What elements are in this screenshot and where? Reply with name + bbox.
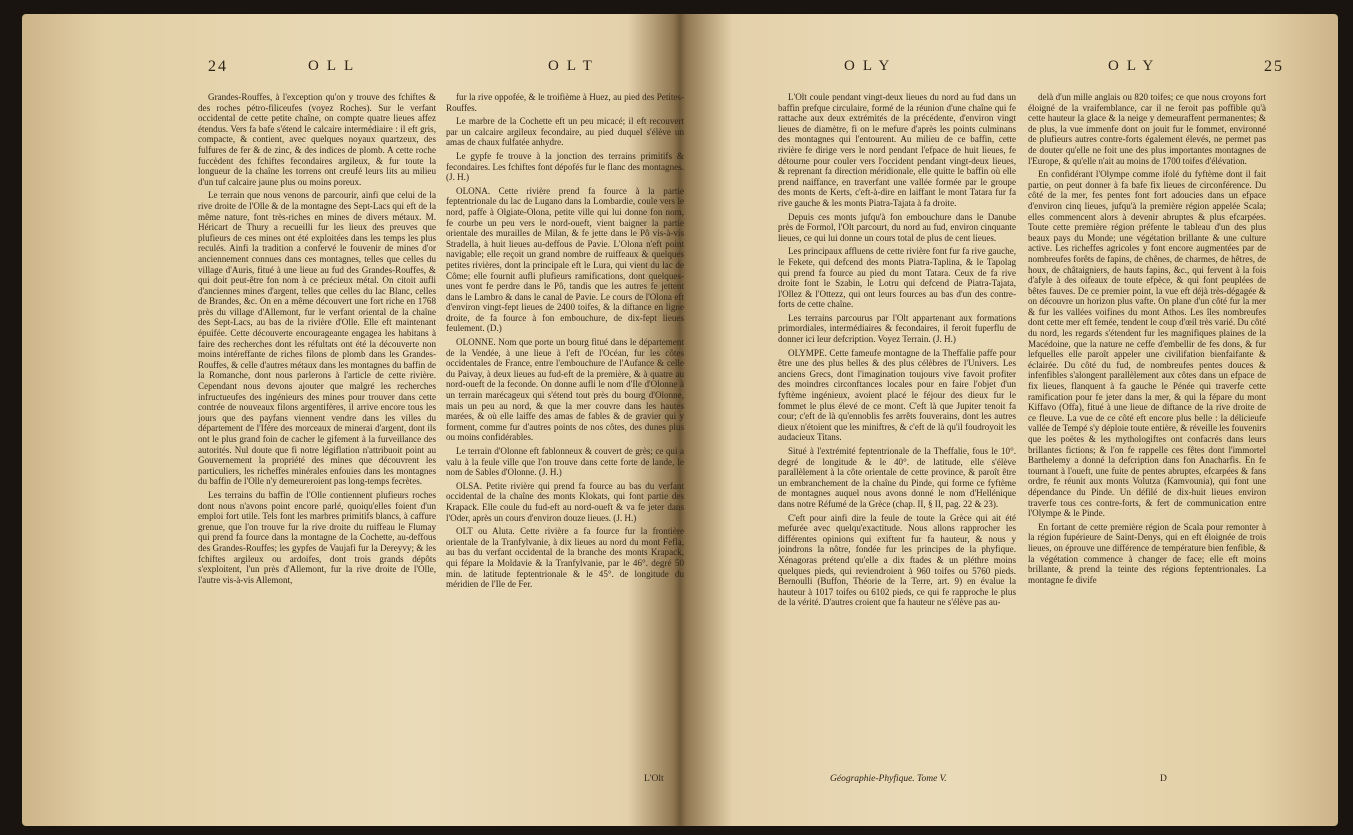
paragraph: Le gypfe fe trouve à la jonction des terrains primitifs & fecondaires. Les fchiftes font dépofés fur le flanc des montagnes. (J. H.) <box>446 150 684 183</box>
right-head-word-a: OLY <box>844 58 898 74</box>
entry-olt: OLT ou Aluta. Cette rivière a fa fource fur la frontière orientale de la Tranfylvanie, à dix lieues au nord du mont Fefla, au bas du verfant occidental de la branche des monts Krapack, qui fépare la Moldavie & la Tranfylvanie, par le 46°. degré 50 min. de latitude feptentrionale & le 45°. de longitude du méridien de l'Ile de Fer. <box>446 526 684 590</box>
catchword: L'Olt <box>644 774 664 784</box>
right-column-1 <box>778 92 1016 792</box>
right-head-word-b: OLY <box>1108 58 1162 74</box>
paragraph: Les principaux affluens de cette rivière font fur fa rive gauche, le Fekete, qui defcend des monts Piatra-Taplina, & le Tapolag qui prend fa fource au pied du mont Tatara. Ceux de fa rive droite font le Szabin, le Lotru qui defcend de Piatra-Tajata, l'Ollez & l'Ottezz, qui ont leurs fources au bas d'un des contre-forts de cette chaîne. <box>778 246 1016 310</box>
left-page-number: 24 <box>208 58 228 75</box>
right-page-number: 25 <box>1264 58 1284 75</box>
right-column-2 <box>1028 92 1266 792</box>
right-running-head <box>680 58 1338 86</box>
left-head-word-a: OLL <box>308 58 362 74</box>
paragraph: Le marbre de la Cochette eft un peu micacé; il eft recouvert par un calcaire argileux fecondaire, au pied duquel s'élève un amas de chaux fulfatée anhydre. <box>446 116 684 148</box>
entry-olympe: OLYMPE. Cette fameufe montagne de la Theffalie paffe pour être une des plus belles & des plus célèbres de l'Univers. Les anciens Grecs, dont l'imagination toujours vive favoit profiter des moindres circonftances locales pour en faire l'objet d'un fyftème ingénieux, avoient placé le féjour des dieux fur le fommet le plus élevé de ce mont. C'eft là que Jupiter tenoit fa cour; c'eft de là qu'ennoblis fes arrêts fouverains, dont les autres dieux n'étoient que les miniftres, & c'eft de là qu'il foudroyoit les audacieux Titans. <box>778 347 1016 443</box>
right-page <box>680 14 1338 826</box>
entry-olona: OLONA. Cette rivière prend fa fource à la partie feptentrionale du lac de Lugano dans la Lombardie, coule vers le nord, paffe à Olgiate-Olona, petite ville qui lui donne fon nom, fe courbe un peu vers le nord-oueft, vient baigner la partie orientale des murailles de Milan, & fe jette dans le Pô vis-à-vis Stradella, à huit lieues au-deffous de Pavie. L'Olona n'eft point navigable; elle reçoit un grand nombre de ruiffeaux & quelques petites rivières, dont la principale eft le Lura, qui vient du lac de Côme; elle fournit aufli plufieurs ramifications, dont quelques-unes vont fe perdre dans le Pô, tandis que les autres fe jettent dans le Lambro & dans le canal de Pavie. Le cours de l'Olona eft d'environ vingt-fept lieues de 2400 toifes, & la diftance en ligne droite, de fa fource à fon embouchure, de dix-fept lieues feulement. (D.) <box>446 185 684 334</box>
paragraph: Le terrain que nous venons de parcourir, ainfi que celui de la rive droite de l'Olle & de la montagne des Sept-Lacs qui eft de la même nature, font très-riches en mines de divers métaux. M. Héricart de Thury a recueilli fur les lieux des preuves que plufieurs de ces mines ont été exploitées dans les temps les plus reculés. Ainfi la tradition a confervé le fouvenir de mines d'or anciennement connues dans ces montagnes, telles que celles du village d'Auris, fitué à une lieue au fud des Grandes-Rouffes, & qui doit peut-être fon nom à ce précieux métal. On citoit aufli d'anciennes mines d'argent, telles que celles du lac Blanc, celles de Brandes, &c. On en a même découvert une fort riche en 1768 près du village d'Allemont, fur le verfant oriental de la chaîne des Sept-Lacs, au bas de la rivière d'Olle. Elle eft maintenant épuifée. Cette découverte encourageante engagea les habitans à faire des recherches dont les réfultats ont été la découverte non moins intéreffante de riches filons de plomb dans les Grandes-Rouffes, & celle d'autres métaux dans les montagnes du baffin de la Romanche, dont nous parlerons à l'article de cette rivière. Cependant nous devons ajouter que malgré les recherches infructueufes des ingénieurs des mines pour trouver dans cette contrée de nouveaux filons argentifères, il arrive encore tous les jours que des payfans viennent vendre dans les villes du département de l'Ifère des morceaux de minerai d'argent, dont ils ont le plus grand foin de cacher le gifement à la furveillance des autorités. Nul doute que fi notre légiflation n'attribuoit point au Gouvernement la propriété des mines que découvrent les particuliers, les richeffes minérales enfouies dans les montagnes du baffin de l'Olle n'y demeureroient pas long-temps fecrètes. <box>198 190 436 487</box>
left-column-1 <box>198 92 436 792</box>
signature-mark: D <box>1160 774 1167 784</box>
paragraph: Situé à l'extrémité feptentrionale de la Theffalie, fous le 10°. degré de longitude & le 40°. de latitude, elle s'élève parallèlement à la côte orientale de cette province, & paroît être un embranchement de la chaîne du Pinde, qui forme ce fyftème de montagnes auquel nous avons donné le nom d'Hellénique dans notre Réfumé de la Grèce (chap. II, § II, pag. 22 & 23). <box>778 446 1016 509</box>
left-running-head <box>22 58 680 86</box>
paragraph: fur la rive oppofée, & le troifième à Huez, au pied des Petites-Rouffes. <box>446 92 684 113</box>
paragraph: Grandes-Rouffes, à l'exception qu'on y trouve des fchiftes & des roches pétro-filiceufes (voyez Roches). Sur le verfant occidental de cette petite chaîne, on compte quatre lieues affez étendus. Vers fa bafe s'étend le calcaire intermédiaire : il eft gris, compacte, & contient, avec quelques noyaux quartzeux, des fulfures de fer & de zinc, & des indices de plomb. A cette roche fuccèdent des fchiftes fecondaires argileux, & fur toute la longueur de la chaîne les torrens ont creufé leurs lits au milieu d'un tuf calcaire jaune plus ou moins poreux. <box>198 92 436 187</box>
book-spread <box>22 14 1338 826</box>
paragraph: Le terrain d'Olonne eft fablonneux & couvert de grès; ce qui a valu à la feule ville que l'on trouve dans cette forte de lande, le nom de Sables d'Olonne. (J. H.) <box>446 446 684 478</box>
left-page <box>22 14 684 826</box>
left-head-word-b: OLT <box>548 58 600 74</box>
paragraph: En fortant de cette première région de Scala pour remonter à la région fupérieure de Saint-Denys, qui en eft éloignée de trois lieues, on éprouve une différence de température bien fenfible, & la végétation commence à changer de face; elle eft moins brillante, & prend la teinte des régions feptentrionales. La montagne fe divife <box>1028 521 1266 585</box>
paragraph: C'eft pour ainfi dire la feule de toute la Grèce qui ait été mefurée avec quelqu'exactitude. Nous allons rapprocher les différentes opinions qui exiftent fur fa hauteur, & nous y joindrons la nôtre, fondée fur les principes de la phyfique. Xénagoras prétend qu'elle a dix ftades & un pléthre moins quelques pieds, qui reviendroient à 960 toifes ou 5760 pieds. Bernoulli (Buffon, Théorie de la Terre, art. 9) en évalue la hauteur à 1017 toifes ou 6102 pieds, ce qui fe rapproche le plus de la vérité. D'autres croient que fa hauteur ne s'élève pas au- <box>778 512 1016 608</box>
paragraph: L'Olt coule pendant vingt-deux lieues du nord au fud dans un baffin prefque circulaire, formé de la réunion d'une chaîne qui fe rattache aux deux extrémités de la précédente, d'environ vingt lieues de diamètre, fi on le mefure d'après les points culminans des montagnes qui l'entourent. Au milieu de ce baffin, cette rivière fe dirige vers le nord pendant l'efpace de huit lieues, fe détourne pour couler vers l'occident pendant vingt-deux lieues, & reprenant fa direction méridionale, elle quitte le baffin où elle prend naiffance, en traverfant une vallée formée par le groupe des monts de Kerts, c'eft-à-dire en laiffant le mont Tatara fur fa rive gauche & les monts Piatra-Tajata à fa droite. <box>778 92 1016 208</box>
footer-volume: Géographie-Phyfique. Tome V. <box>830 774 947 784</box>
paragraph: Les terrains du baffin de l'Olle contiennent plufieurs roches dont nous n'avons point encore parlé, quoiqu'elles foient d'un emploi fort utile. Tels font les marbres primitifs blancs, à caffure grenue, que l'on trouve fur la rive droite du ruiffeau le Flumay qui prend fa fource dans la montagne de la Cochette, au-deffous des Grandes-Rouffes; les gypfes de Vaujafi fur la Dereyvy; & les fchiftes argileux ou ardoifes, dont trois grands dépôts s'exploitent, l'un près d'Allemont, fur la rive droite de l'Olle, l'autre vis-à-vis Allemont, <box>198 489 436 585</box>
paragraph: En confidérant l'Olympe comme ifolé du fyftème dont il fait partie, on peut donner à fa bafe fix lieues de circonférence. Du côté de la mer, fes pentes font fort adoucies dans un efpace d'environ cinq lieues, jufqu'à la première région appelée Scala; elles commencent alors à devenir abruptes & plus efcarpées. Toute cette première région préfente le tableau d'un des plus beaux pays du Monde; une végétation brillante & une culture active. Les richeffes agricoles y font encore augmentées par de nombreufes forêts de fapins, de chênes, de charmes, de hêtres, de houx, de châtaigniers, de hauts fapins, &c., qui fervent à la fois d'afyle à des oifeaux de toute efpèce, & qui font peuplées de bêtes fauves. De ce premier point, la vue eft déjà très-dégagée & on découvre un horizon plus vafte. On plane d'un côté fur la mer & fur les vallées voifines du mont Athos. Les îles nombreufes dont cette mer eft femée, tendent le coup d'œil très varié. Du côté du nord, les regards s'étendent fur les magnifiques plaines de la Macédoine, que la nature ne ceffe d'embellir de fes dons, & fur lefquelles elle paroît appeler une civilifation bienfaifante & éclairée. Du côté du fud, de nombreufes pentes douces & infenfibles s'alongent parallèlement aux côtes dans un efpace de fix lieues, flanquent à fa gauche le Pénée qui traverfe cette ramification pour fe jeter dans la mer, & qui la fépare du mont Kiffavo (Offa), fitué à une lieue de diftance de la rive droite de ce fleuve. La vue de ce côté eft encore plus belle : la délicieufe vallée de Tempé s'y déploie toute entière, & réveille les fouvenirs que les poëtes & les mythologiftes ont confacrés dans leurs brillantes fictions; & l'on fe rappelle ces fêtes dont l'immortel Barthelemy a donné la defcription dans fon Anacharfis. En fe tournant à l'oueft, une fuite de pentes abruptes, efcarpées & fans ordre, fe réunit aux monts Volutza (Kamvounia), qui font une dépendance du Pinde. Un défilé de dix-huit lieues environ traverfe tous ces contre-forts, & fert de communication entre l'Olympe & le Pinde. <box>1028 169 1266 519</box>
left-column-2 <box>446 92 684 792</box>
paragraph: delà d'un mille anglais ou 820 toifes; ce que nous croyons fort éloigné de la vraifemblance, car il ne feroit pas poffible qu'à cette hauteur la glace & la neige y demeuraffent permanentes; & de plus, la vue immenfe dont on jouit fur le fommet, environné de plufieurs autres contre-forts également élevés, ne permet pas de douter qu'elle ne foit une des plus importantes montagnes de l'Europe, & qu'elle n'ait au moins de 1700 toifes d'élévation. <box>1028 92 1266 166</box>
paragraph: Depuis ces monts jufqu'à fon embouchure dans le Danube près de Formol, l'Olt parcourt, du nord au fud, environ cinquante lieues, ce qui lui donne un cours total de plus de cent lieues. <box>778 211 1016 243</box>
paragraph: Les terrains parcourus par l'Olt appartenant aux formations primordiales, intermédiaires & fecondaires, il feroit fuperflu de donner ici leur defcription. Voyez Terrain. (J. H.) <box>778 312 1016 345</box>
entry-olonne: OLONNE. Nom que porte un bourg fitué dans le département de la Vendée, à une lieue à l'eft de l'Océan, fur les côtes occidentales de France, entre l'embouchure de l'Aufance & celle du Paivay, à deux lieues au fud-eft de la première, & à quatre au nord-oueft de la feconde. On donne aufli le nom d'Ile d'Olonne à un terrain marécageux qui s'étend tout près du bourg d'Olonne, mais un peu au nord, & que la mer couvre dans les hautes marées, & où elle laiffe des amas de fables & de gravier qui y forment, comme fur d'autres points de nos côtes, des dunes plus ou moins confidérables. <box>446 337 684 443</box>
entry-olsa: OLSA. Petite rivière qui prend fa fource au bas du verfant occidental de la chaîne des monts Klokats, qui font partie des Krapack. Elle coule du fud-eft au nord-oueft & va fe jeter dans l'Oder, après un cours d'environ douze lieues. (J. H.) <box>446 480 684 523</box>
